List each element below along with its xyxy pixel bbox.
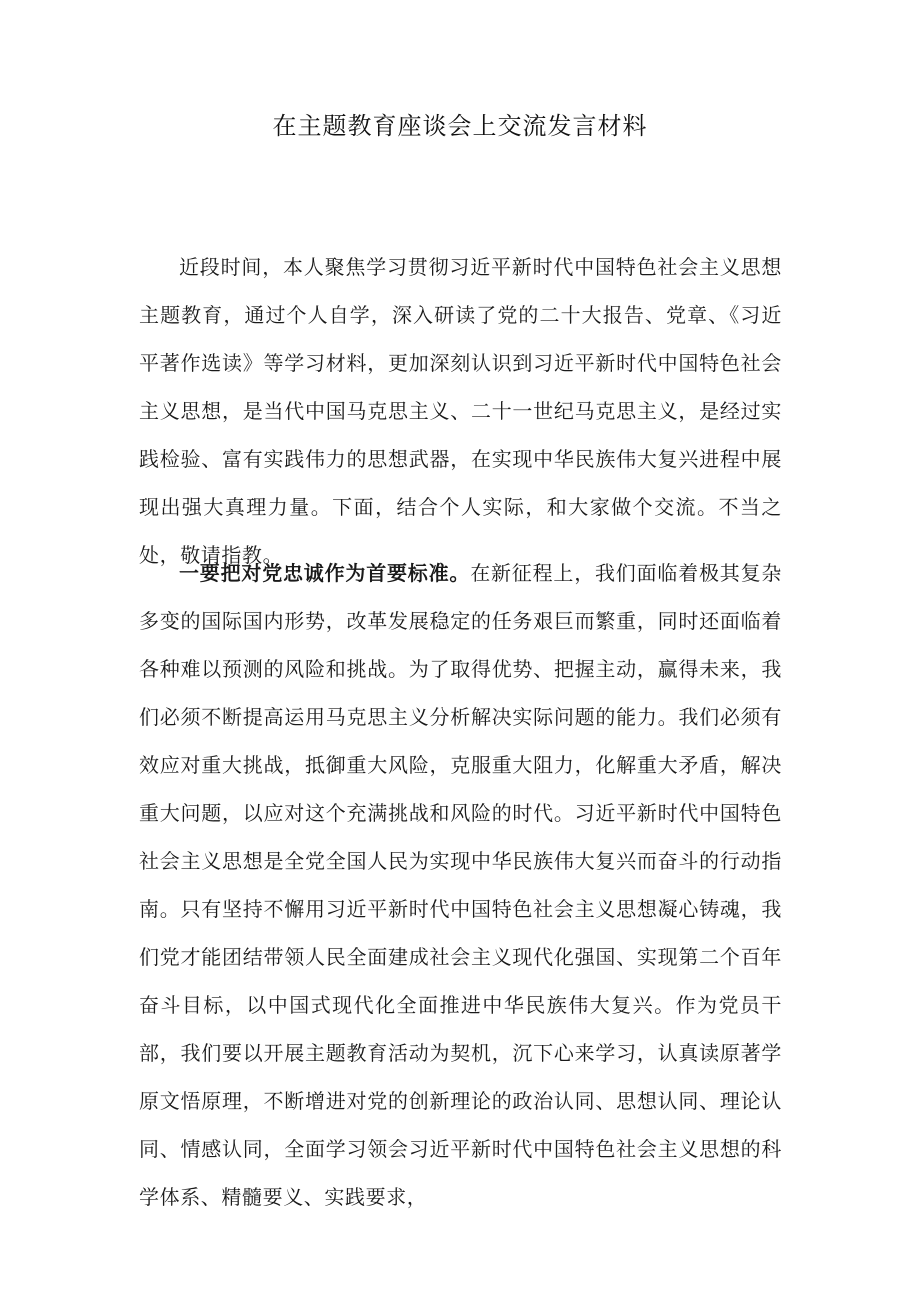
document-title: 在主题教育座谈会上交流发言材料: [272, 112, 648, 140]
paragraph-section-one: [139, 549, 782, 1221]
paragraph-introduction: 近段时间，本人聚焦学习贯彻习近平新时代中国特色社会主义思想主题教育，通过个人自学，深入研读了党的二十大报告、党章、《习近平著作选读》等学习材料，更加深刻认识到习近平新时代中国特色社会主义思想，是当代中国马克思主义、二十一世纪马克思主义，是经过实践检验、富有实践伟力的思想武器，在实现中华民族伟大复兴进程中展现出强大真理力量。下面，结合个人实际，和大家做个交流。不当之处，敬请指教。: [139, 255, 782, 567]
section-one-heading: 一要把对党忠诚作为首要标准。: [179, 561, 471, 585]
section-one-body: 在新征程上，我们面临着极其复杂多变的国际国内形势，改革发展稳定的任务艰巨而繁重，同时还面临着各种难以预测的风险和挑战。为了取得优势、把握主动，赢得未来，我们必须不断提高运用马克思主义分析解决实际问题的能力。我们必须有效应对重大挑战，抵御重大风险，克服重大阻力，化解重大矛盾，解决重大问题，以应对这个充满挑战和风险的时代。习近平新时代中国特色社会主义思想是全党全国人民为实现中华民族伟大复兴而奋斗的行动指南。只有坚持不懈用习近平新时代中国特色社会主义思想凝心铸魂，我们党才能团结带领人民全面建成社会主义现代化强国、实现第二个百年奋斗目标，以中国式现代化全面推进中华民族伟大复兴。作为党员干部，我们要以开展主题教育活动为契机，沉下心来学习，认真读原著学原文悟原理，不断增进对党的创新理论的政治认同、思想认同、理论认同、情感认同，全面学习领会习近平新时代中国特色社会主义思想的科学体系、精髓要义、实践要求，: [139, 561, 782, 1209]
